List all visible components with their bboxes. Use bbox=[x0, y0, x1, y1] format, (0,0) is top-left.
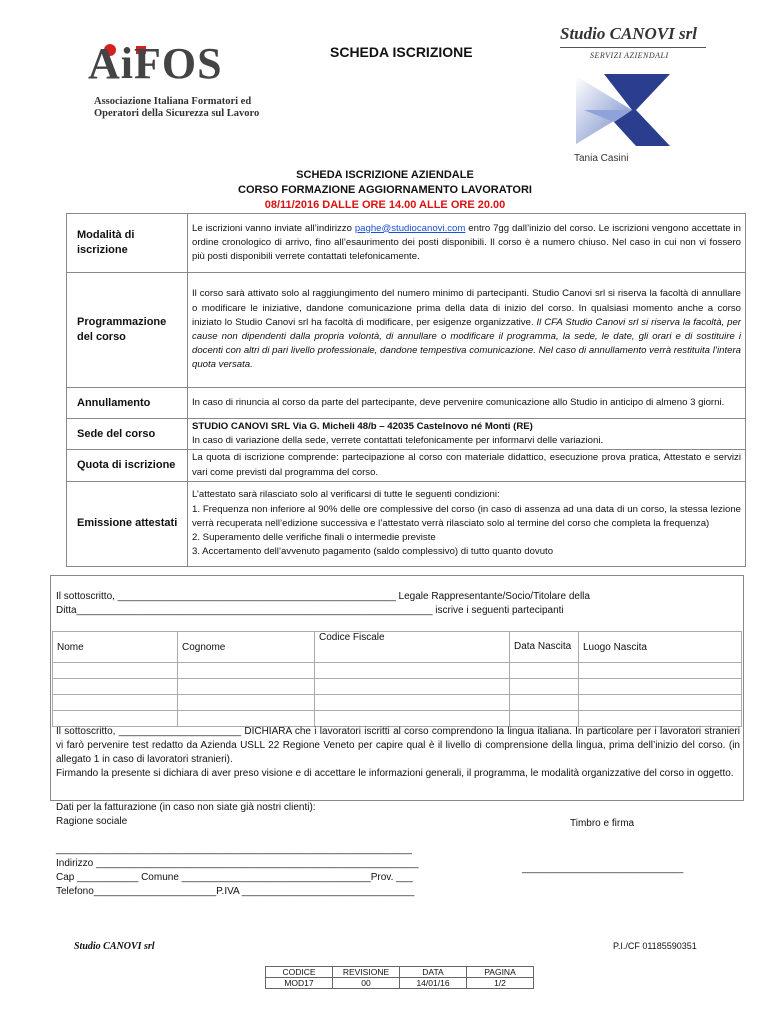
emissione-item-3: 3. Accertamento dell’avvenuto pagamento (saldo complessivo) di tutto quanto dovuto bbox=[192, 546, 554, 558]
billing-telefono-field[interactable]: Telefono______________________P.IVA _______________________________ bbox=[56, 886, 415, 897]
studio-canovi-name: Studio CANOVI srl bbox=[560, 24, 697, 43]
programmazione-text: Il corso sarà attivato solo al raggiungimento del numero minimo di partecipanti. Studio Canovi srl si riserva la facoltà di annullare o modificare le iniziative, dandone comunicazione prima della data di inizio del corso. In qualsiasi momento anche a corso iniziato lo Studio Canovi srl ha facoltà di modificare, per esigenze organizzative. bbox=[192, 288, 741, 328]
participants-table bbox=[52, 631, 742, 727]
footer-vat: P.I./CF 01185590351 bbox=[613, 941, 697, 951]
meta-value-data: 14/01/16 bbox=[400, 978, 467, 989]
billing-cap-field[interactable]: Cap ___________ Comune __________________________________Prov. ___ bbox=[56, 872, 413, 883]
studio-divider bbox=[560, 47, 706, 48]
label-modalita: Modalità di iscrizione bbox=[67, 214, 188, 273]
participant-row[interactable] bbox=[53, 663, 742, 679]
row-programmazione bbox=[67, 273, 746, 388]
billing-block bbox=[56, 801, 419, 899]
label-sede: Sede del corso bbox=[67, 419, 188, 450]
label-emissione: Emissione attestati bbox=[67, 481, 188, 566]
meta-value-pagina: 1/2 bbox=[467, 978, 534, 989]
col-data-nascita: Data Nascita bbox=[510, 632, 579, 663]
footer-company: Studio CANOVI srl bbox=[74, 941, 155, 952]
meta-header-revisione: REVISIONE bbox=[333, 967, 400, 978]
participant-row[interactable] bbox=[53, 695, 742, 711]
text-modalita bbox=[188, 214, 746, 273]
row-sede bbox=[67, 419, 746, 450]
col-luogo-nascita: Luogo Nascita bbox=[579, 632, 742, 663]
heading-line-1: SCHEDA ISCRIZIONE AZIENDALE bbox=[296, 169, 474, 181]
label-quota: Quota di iscrizione bbox=[67, 450, 188, 481]
col-cognome: Cognome bbox=[178, 632, 315, 663]
page-title: SCHEDA ISCRIZIONE bbox=[330, 44, 473, 60]
billing-indirizzo-field[interactable]: Indirizzo __________________________________________________________ bbox=[56, 858, 419, 869]
meta-header-codice: CODICE bbox=[266, 967, 333, 978]
emissione-item-1: 1. Frequenza non inferiore al 90% delle ore complessive del corso (in caso di assenza ad una data di un corso, la stessa lezione verrà recuperata nell’edizione successiva e l’attestato verrà rilasciato solo al termine del corso che completa la frequenza) bbox=[192, 503, 741, 529]
emissione-intro: L’attestato sarà rilasciato solo al verificarsi di tutte le seguenti condizioni: bbox=[192, 489, 500, 501]
email-link[interactable]: paghe@studiocanovi.com bbox=[354, 222, 466, 234]
modalita-post: entro 7gg dall’inizio del corso. Le iscrizioni vengono accettate in ordine cronologico di arrivo, fino all’esaurimento dei posti disponibili. Il corso è a numero chiuso. Nel caso in cui non vi fossero più posti disponibili verrete contattati telefonicamente. bbox=[192, 222, 741, 263]
text-annullamento: In caso di rinuncia al corso da parte del partecipante, deve pervenire comunicazione allo Studio in anticipo di almeno 3 giorni. bbox=[188, 388, 746, 419]
col-nome: Nome bbox=[53, 632, 178, 663]
document-meta-table bbox=[265, 966, 534, 989]
sede-note: In caso di variazione della sede, verrete contattati telefonicamente per informarvi delle variazioni. bbox=[192, 435, 604, 447]
studio-canovi-logo-mark bbox=[574, 70, 672, 150]
stamp-signature-field[interactable]: _____________________________ bbox=[522, 863, 684, 874]
meta-value-row bbox=[266, 978, 534, 989]
participant-row[interactable] bbox=[53, 679, 742, 695]
sede-address: STUDIO CANOVI SRL Via G. Micheli 48/b – 42035 Castelnovo né Monti (RE) bbox=[192, 421, 533, 432]
programmazione-italic: Il CFA Studio Canovi srl si riserva la facoltà, per cause non dipendenti dalla propria volontà, di annullare o modificare il programma, la sede, le date, gli orari e di sostituire i docenti con altri di pari livello professionale, dandone tempestiva comunicazione. Nel caso di annullamento verrà restituita l’intera quota versata. bbox=[192, 316, 741, 371]
text-programmazione bbox=[188, 273, 746, 388]
stamp-label: Timbro e firma bbox=[570, 818, 635, 829]
declaration-text: Il sottoscritto, ______________________ DICHIARA che i lavoratori iscritti al corso comprendono la lingua italiana. In particolare per i lavoratori stranieri vi farò pervenire test redatto da Azienda USLL 22 Regione Veneto per capire qual è il livello di comprensione della lingua, prima dell’inizio del corso. (in allegato 1 in caso di lavoratori stranieri). bbox=[56, 726, 740, 765]
modalita-pre: Le iscrizioni vanno inviate all’indirizzo bbox=[192, 222, 355, 234]
meta-header-row bbox=[266, 967, 534, 978]
label-programmazione: Programmazione del corso bbox=[67, 273, 188, 388]
billing-ragione-field[interactable]: ________________________________________________________________ bbox=[56, 844, 412, 855]
meta-header-pagina: PAGINA bbox=[467, 967, 534, 978]
course-info-table bbox=[66, 213, 746, 567]
label-annullamento: Annullamento bbox=[67, 388, 188, 419]
col-codice-fiscale: Codice Fiscale bbox=[315, 632, 510, 663]
text-sede bbox=[188, 419, 746, 450]
participants-header bbox=[53, 632, 742, 663]
aifos-sub-line-1: Associazione Italiana Formatori ed bbox=[94, 96, 252, 107]
signer-line[interactable]: Il sottoscritto, __________________________________________________ Legale Rappresentante/Socio/Titolare della bbox=[56, 591, 590, 602]
emissione-item-2: 2. Superamento delle verifiche finali o intermedie previste bbox=[192, 531, 436, 543]
meta-value-codice: MOD17 bbox=[266, 978, 333, 989]
billing-ragione-label: Ragione sociale bbox=[56, 816, 128, 827]
company-line[interactable]: Ditta________________________________________________________________ iscrive i seguenti partecipanti bbox=[56, 605, 564, 616]
billing-intro: Dati per la fatturazione (in caso non siate già nostri clienti): bbox=[56, 802, 316, 813]
row-emissione bbox=[67, 481, 746, 566]
heading-line-2: CORSO FORMAZIONE AGGIORNAMENTO LAVORATORI bbox=[238, 184, 532, 196]
row-annullamento bbox=[67, 388, 746, 419]
aifos-logo bbox=[88, 39, 278, 122]
aifos-sub-line-2: Operatori della Sicurezza sul Lavoro bbox=[94, 108, 260, 119]
row-modalita bbox=[67, 214, 746, 273]
meta-header-data: DATA bbox=[400, 967, 467, 978]
meta-value-revisione: 00 bbox=[333, 978, 400, 989]
contact-name: Tania Casini bbox=[574, 153, 629, 164]
acceptance-text: Firmando la presente si dichiara di aver preso visione e di accettare le informazioni generali, il programma, le modalità organizzative del corso in oggetto. bbox=[56, 768, 734, 779]
course-date-line: 08/11/2016 DALLE ORE 14.00 ALLE ORE 20.00 bbox=[264, 199, 506, 211]
text-quota: La quota di iscrizione comprende: partecipazione al corso con materiale didattico, esecuzione prova pratica, Attestato e servizi vari come previsti dal programma del corso. bbox=[188, 450, 746, 481]
billing-spacer bbox=[56, 829, 419, 843]
studio-subtitle: SERVIZI AZIENDALI bbox=[590, 51, 669, 60]
declaration-block bbox=[56, 725, 740, 781]
aifos-logo-subtitle bbox=[94, 96, 259, 120]
text-emissione bbox=[188, 481, 746, 566]
row-quota bbox=[67, 450, 746, 481]
aifos-logo-word: AiFOS bbox=[88, 39, 223, 88]
